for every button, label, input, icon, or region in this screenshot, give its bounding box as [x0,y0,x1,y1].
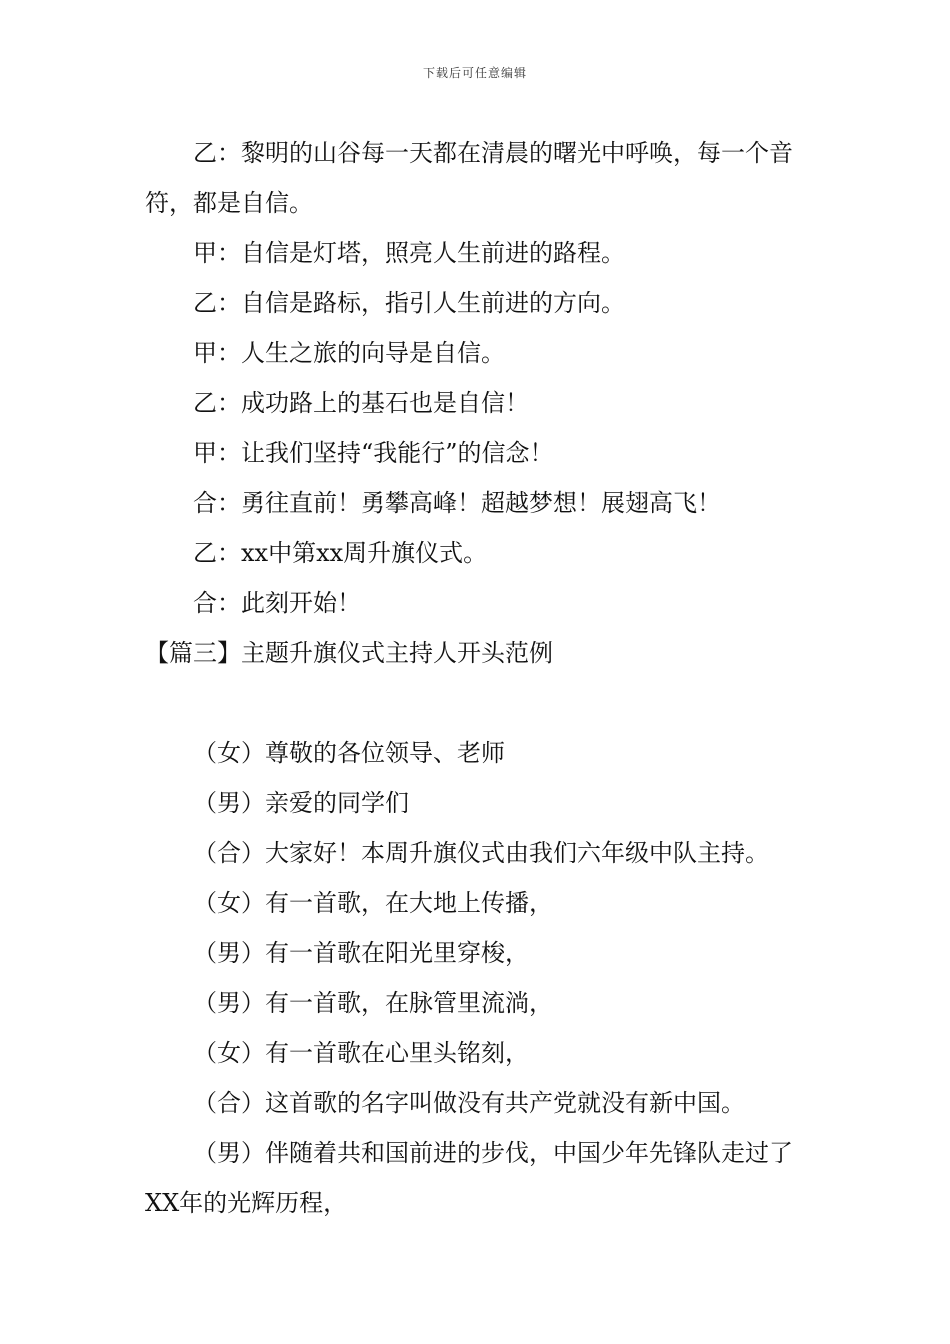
paragraph: （合）这首歌的名字叫做没有共产党就没有新中国。 [193,1089,745,1117]
paragraph: 乙：自信是路标，指引人生前进的方向。 [193,289,625,317]
paragraph: （男）亲爱的同学们 [193,789,409,817]
paragraph: （男）有一首歌在阳光里穿梭， [193,939,529,967]
paragraph: 乙：黎明的山谷每一天都在清晨的曙光中呼唤，每一个音符，都是自信。 [145,139,793,217]
paragraph: 甲：自信是灯塔，照亮人生前进的路程。 [193,239,625,267]
paragraph: （女）有一首歌，在大地上传播， [193,889,553,917]
paragraph: 合：此刻开始！ [193,589,361,617]
paragraph: （女）尊敬的各位领导、老师 [193,739,505,767]
paragraph: （男）有一首歌，在脉管里流淌， [193,989,553,1017]
document-body [145,128,810,1228]
paragraph: 甲：让我们坚持“我能行”的信念！ [193,439,554,467]
paragraph: （女）有一首歌在心里头铭刻， [193,1039,529,1067]
paragraph: 合：勇往直前！勇攀高峰！超越梦想！展翅高飞！ [193,489,721,517]
page-header: 下载后可任意编辑 [422,66,527,80]
paragraph: （合）大家好！本周升旗仪式由我们六年级中队主持。 [193,839,769,867]
blank-line [145,678,810,728]
paragraph: 乙：xx中第xx周升旗仪式。 [193,539,488,567]
paragraph: 甲：人生之旅的向导是自信。 [193,339,505,367]
paragraph: （男）伴随着共和国前进的步伐，中国少年先锋队走过了XX年的光辉历程， [145,1139,793,1217]
paragraph: 乙：成功路上的基石也是自信！ [193,389,529,417]
section-heading: 【篇三】主题升旗仪式主持人开头范例 [145,639,553,667]
